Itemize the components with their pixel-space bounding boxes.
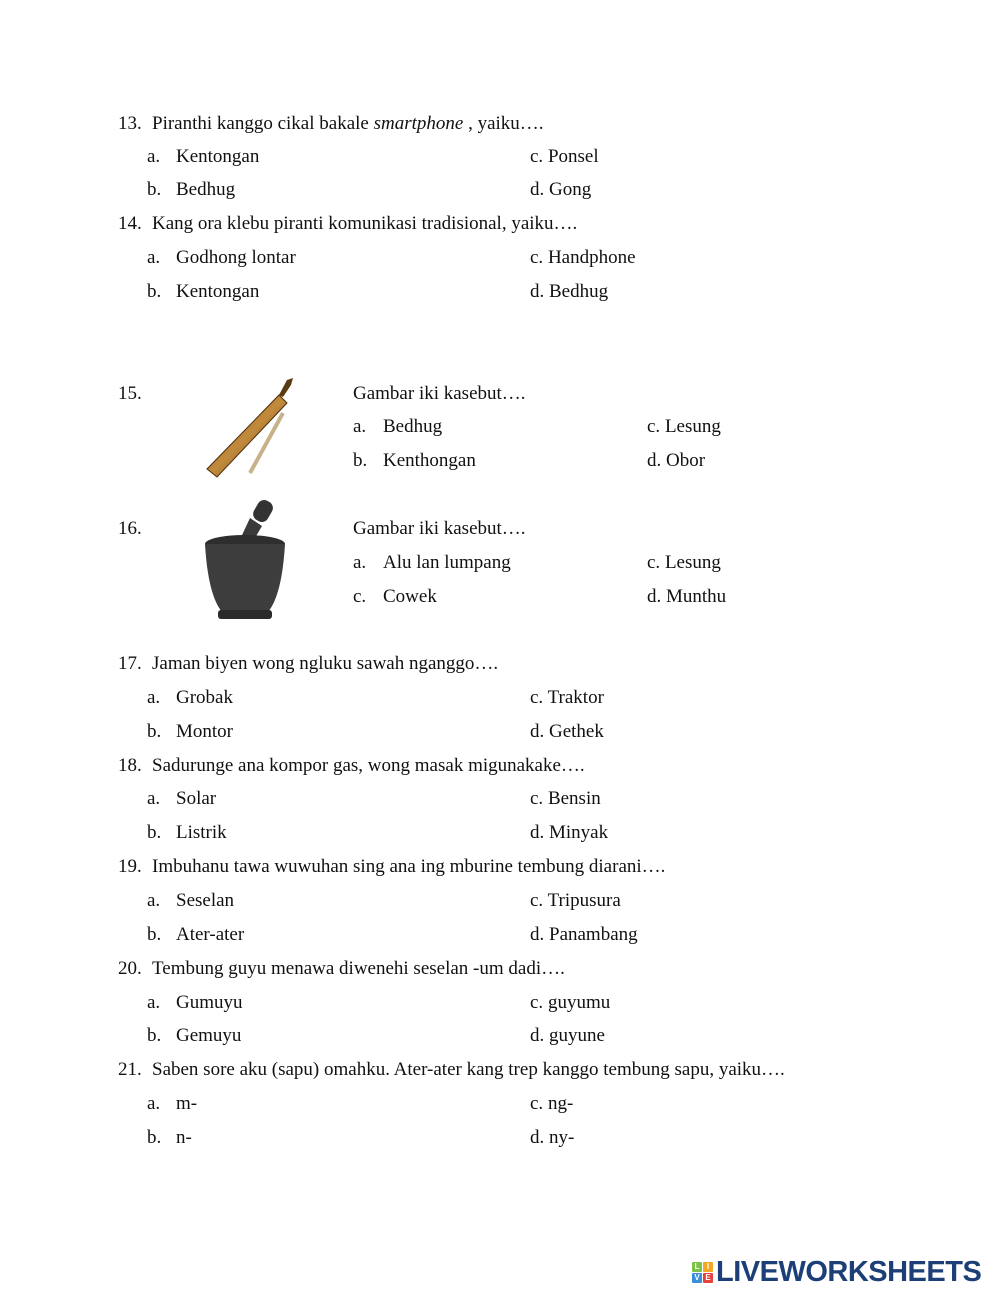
- option-text: Gong: [549, 179, 592, 200]
- question-text: [152, 856, 665, 878]
- option-letter: b.: [147, 721, 162, 742]
- answer-option: Alu lan lumpang: [383, 552, 511, 573]
- option-letter: d.: [530, 179, 545, 200]
- option-text: ng-: [547, 1093, 574, 1114]
- answer-option: Kentongan: [176, 146, 260, 167]
- answer-option: Grobak: [176, 687, 233, 708]
- option-letter: a.: [147, 687, 161, 708]
- answer-option: Montor: [176, 721, 233, 742]
- answer-option: [530, 822, 608, 844]
- option-text: guyumu: [547, 992, 611, 1013]
- answer-option: Godhong lontar: [176, 247, 296, 268]
- option-letter: d.: [530, 822, 545, 843]
- question-number: 21.: [118, 1059, 142, 1080]
- option-letter: d.: [530, 924, 545, 945]
- mortar-pestle-image: [200, 500, 295, 625]
- question-text: [152, 755, 585, 777]
- kenthongan-image: [195, 375, 295, 480]
- answer-option: n-: [176, 1127, 192, 1148]
- answer-option: m-: [176, 1093, 198, 1114]
- option-letter: c.: [530, 992, 544, 1013]
- question-text: [152, 1059, 785, 1081]
- question-text: [152, 213, 577, 235]
- option-letter: b.: [147, 822, 162, 843]
- answer-option: [530, 687, 604, 709]
- logo-tile: I: [703, 1262, 713, 1272]
- option-text: Ponsel: [547, 146, 599, 167]
- question-text-part: Piranthi kanggo cikal bakale: [152, 113, 374, 134]
- question-number: 16.: [118, 518, 142, 539]
- option-text: Lesung: [664, 552, 721, 573]
- option-letter: a.: [147, 788, 161, 809]
- option-text: Minyak: [549, 822, 609, 843]
- option-letter: d.: [647, 586, 662, 607]
- answer-option: [530, 992, 610, 1014]
- answer-option: [647, 416, 721, 438]
- answer-option: [530, 247, 636, 269]
- answer-option: Gumuyu: [176, 992, 243, 1013]
- logo-tile: V: [692, 1273, 702, 1283]
- question-text: [353, 383, 526, 405]
- answer-option: Listrik: [176, 822, 227, 843]
- option-text: Gethek: [549, 721, 604, 742]
- option-letter: a.: [147, 992, 161, 1013]
- answer-option: Seselan: [176, 890, 235, 911]
- question-number: 13.: [118, 113, 142, 134]
- answer-option: Ater-ater: [176, 924, 245, 945]
- option-letter: d.: [530, 281, 545, 302]
- option-text: Handphone: [547, 247, 636, 268]
- question-text-part: Kang ora klebu piranti komunikasi tradisional, yaiku….: [152, 213, 578, 234]
- option-text: Obor: [666, 450, 706, 471]
- question-text: [152, 113, 544, 135]
- question-text-part: Saben sore aku (sapu) omahku. Ater-ater kang trep kanggo tembung sapu, yaiku….: [152, 1059, 785, 1080]
- liveworksheets-logo: [692, 1256, 981, 1289]
- option-text: Munthu: [666, 586, 727, 607]
- option-letter: c.: [530, 788, 544, 809]
- option-letter: d.: [530, 1025, 545, 1046]
- question-text: [353, 518, 526, 540]
- option-text: guyune: [549, 1025, 605, 1046]
- option-text: Traktor: [547, 687, 604, 708]
- logo-tile: L: [692, 1262, 702, 1272]
- option-letter: a.: [353, 416, 367, 437]
- question-number: 19.: [118, 856, 142, 877]
- question-number: 15.: [118, 383, 142, 404]
- option-text: Bensin: [547, 788, 601, 809]
- answer-option: [530, 1093, 573, 1115]
- question-text: [152, 958, 565, 980]
- answer-option: Kentongan: [176, 281, 260, 302]
- logo-tile: E: [703, 1273, 713, 1283]
- option-letter: b.: [147, 281, 162, 302]
- option-letter: c.: [530, 1093, 544, 1114]
- option-letter: b.: [147, 1127, 162, 1148]
- question-text-part: smartphone: [373, 113, 464, 134]
- option-letter: c.: [647, 416, 661, 437]
- answer-option: [530, 179, 591, 201]
- option-letter: c.: [530, 247, 544, 268]
- question-text-part: Gambar iki kasebut….: [353, 383, 526, 404]
- answer-option: Bedhug: [176, 179, 236, 200]
- question-number: 14.: [118, 213, 142, 234]
- question-text-part: , yaiku….: [463, 113, 544, 134]
- answer-option: [530, 890, 621, 912]
- answer-option: [647, 586, 726, 608]
- answer-option: Kenthongan: [383, 450, 476, 471]
- option-letter: a.: [147, 146, 161, 167]
- option-letter: b.: [353, 450, 368, 471]
- question-number: 17.: [118, 653, 142, 674]
- option-letter: d.: [647, 450, 662, 471]
- option-letter: c.: [353, 586, 367, 607]
- logo-tiles: [692, 1262, 713, 1283]
- option-text: ny-: [549, 1127, 575, 1148]
- option-letter: c.: [530, 146, 544, 167]
- answer-option: [530, 924, 638, 946]
- option-letter: a.: [353, 552, 367, 573]
- option-letter: a.: [147, 890, 161, 911]
- answer-option: [530, 788, 601, 810]
- option-letter: c.: [530, 890, 544, 911]
- option-text: Lesung: [664, 416, 721, 437]
- question-text-part: Tembung guyu menawa diwenehi seselan -um dadi….: [152, 958, 565, 979]
- option-letter: a.: [147, 247, 161, 268]
- answer-option: Solar: [176, 788, 217, 809]
- option-text: Panambang: [549, 924, 638, 945]
- option-letter: b.: [147, 179, 162, 200]
- answer-option: Bedhug: [383, 416, 443, 437]
- option-letter: b.: [147, 924, 162, 945]
- answer-option: Cowek: [383, 586, 437, 607]
- answer-option: [530, 721, 604, 743]
- option-letter: c.: [647, 552, 661, 573]
- logo-text: LIVEWORKSHEETS: [716, 1256, 982, 1288]
- question-text-part: Imbuhanu tawa wuwuhan sing ana ing mburine tembung diarani….: [152, 856, 666, 877]
- question-text-part: Sadurunge ana kompor gas, wong masak migunakake….: [152, 755, 585, 776]
- option-letter: a.: [147, 1093, 161, 1114]
- answer-option: Gemuyu: [176, 1025, 242, 1046]
- option-text: Bedhug: [549, 281, 609, 302]
- question-number: 18.: [118, 755, 142, 776]
- option-letter: c.: [530, 687, 544, 708]
- answer-option: [530, 1025, 605, 1047]
- option-letter: d.: [530, 721, 545, 742]
- answer-option: [530, 281, 608, 303]
- question-number: 20.: [118, 958, 142, 979]
- option-letter: b.: [147, 1025, 162, 1046]
- answer-option: [647, 450, 705, 472]
- answer-option: [530, 1127, 574, 1149]
- question-text-part: Jaman biyen wong ngluku sawah nganggo….: [152, 653, 499, 674]
- question-text: [152, 653, 498, 675]
- option-letter: d.: [530, 1127, 545, 1148]
- answer-option: [647, 552, 721, 574]
- question-text-part: Gambar iki kasebut….: [353, 518, 526, 539]
- option-text: Tripusura: [547, 890, 621, 911]
- answer-option: [530, 146, 599, 168]
